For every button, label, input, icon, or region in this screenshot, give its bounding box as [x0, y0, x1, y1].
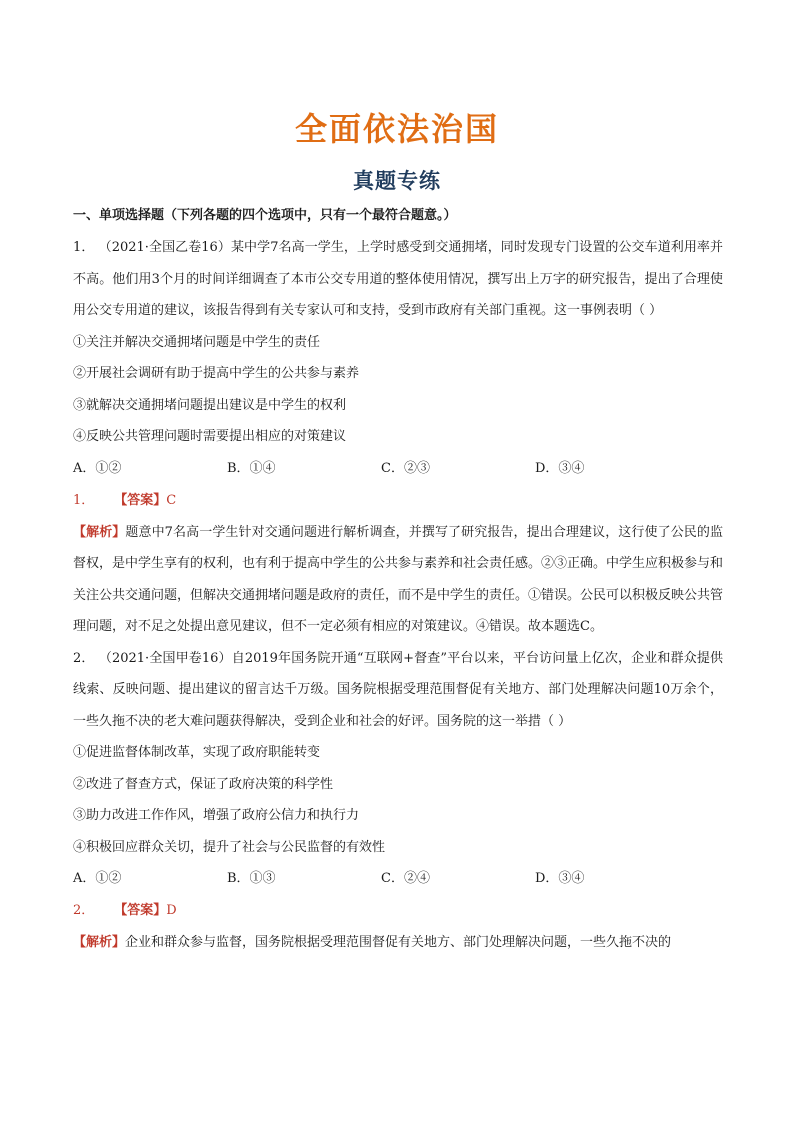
answer-line [73, 485, 723, 517]
answer-number: 2． [73, 903, 95, 918]
question-option: ④积极回应群众关切，提升了社会与公民监督的有效性 [73, 839, 386, 855]
choice-d: D．③④ [535, 460, 585, 476]
question-option: ①促进监督体制改革，实现了政府职能转变 [73, 745, 321, 760]
answer-tag: 【答案】 [114, 492, 167, 508]
question-option: ③助力改进工作作风，增强了政府公信力和执行力 [73, 808, 360, 823]
question-option: ③就解决交通拥堵问题提出建议是中学生的权利 [73, 397, 347, 413]
question-2 [73, 643, 723, 959]
choice-a: A．①② [73, 460, 122, 476]
choice-b: B．①③ [227, 871, 276, 886]
analysis-block [73, 517, 723, 643]
analysis-tag: 【解析】 [73, 935, 126, 950]
choice-b: B．①④ [227, 460, 276, 476]
answer-value: D [166, 903, 177, 918]
choice-a: A．①② [73, 871, 122, 886]
question-stem: 2． （2021·全国甲卷16）自2019年国务院开通“互联网+督查”平台以来，平台访问量上亿次，企业和群众提供线索、反映问题、提出建议的留言达千万级。国务院根据受理范围督促有关地方、部门处理解决问题10万余个，一些久拖不决的老大难问题获得解决，受到企业和社会的好评。国务院的这一举措（ ） [73, 650, 723, 729]
analysis-block [73, 927, 723, 959]
document-title: 全面依法治国 [294, 110, 499, 148]
choice-c: C．②③ [381, 460, 430, 476]
question-option: ②开展社会调研有助于提高中学生的公共参与素养 [73, 366, 360, 381]
answer-choices [73, 453, 723, 485]
analysis-text: 企业和群众参与监督，国务院根据受理范围督促有关地方、部门处理解决问题，一些久拖不决的 [125, 935, 672, 950]
choice-c: C．②④ [381, 871, 430, 886]
question-option: ②改进了督查方式，保证了政府决策的科学性 [73, 776, 334, 792]
answer-value: C [166, 492, 177, 508]
section-heading: 一、单项选择题（下列各题的四个选项中，只有一个最符合题意。） [73, 208, 457, 223]
question-stem: 1． （2021·全国乙卷16）某中学7名高一学生，上学时感受到交通拥堵，同时发现专门设置的公交车道利用率并不高。他们用3个月的时间详细调查了本市公交专用道的整体使用情况，撰写出上万字的研究报告，提出了合理使用公交专用道的建议，该报告得到有关专家认可和支持，受到市政府有关部门重视。这一事例表明（ ） [73, 240, 723, 318]
choice-d: D．③④ [535, 871, 585, 886]
document-subtitle: 真题专练 [353, 169, 441, 193]
question-1 [73, 232, 723, 643]
answer-number: 1． [73, 492, 95, 508]
document-body [73, 200, 723, 959]
question-option: ①关注并解决交通拥堵问题是中学生的责任 [73, 334, 321, 350]
question-option: ④反映公共管理问题时需要提出相应的对策建议 [73, 429, 347, 444]
answer-tag: 【答案】 [114, 903, 167, 918]
answer-line [73, 895, 723, 927]
analysis-text: 题意中7名高一学生针对交通问题进行解析调查，并撰写了研究报告，提出合理建议，这行使了公民的监督权，是中学生享有的权利，也有利于提高中学生的公共参与素养和社会责任感。②③正确。中学生应积极参与和关注公共交通问题，但解决交通拥堵问题是政府的责任，而不是中学生的责任。①错误。公民可以积极反映公共管理问题，对不足之处提出意见建议，但不一定必须有相应的对策建议。④错误。故本题选C。 [73, 524, 724, 634]
analysis-tag: 【解析】 [73, 524, 126, 540]
answer-choices [73, 863, 723, 895]
